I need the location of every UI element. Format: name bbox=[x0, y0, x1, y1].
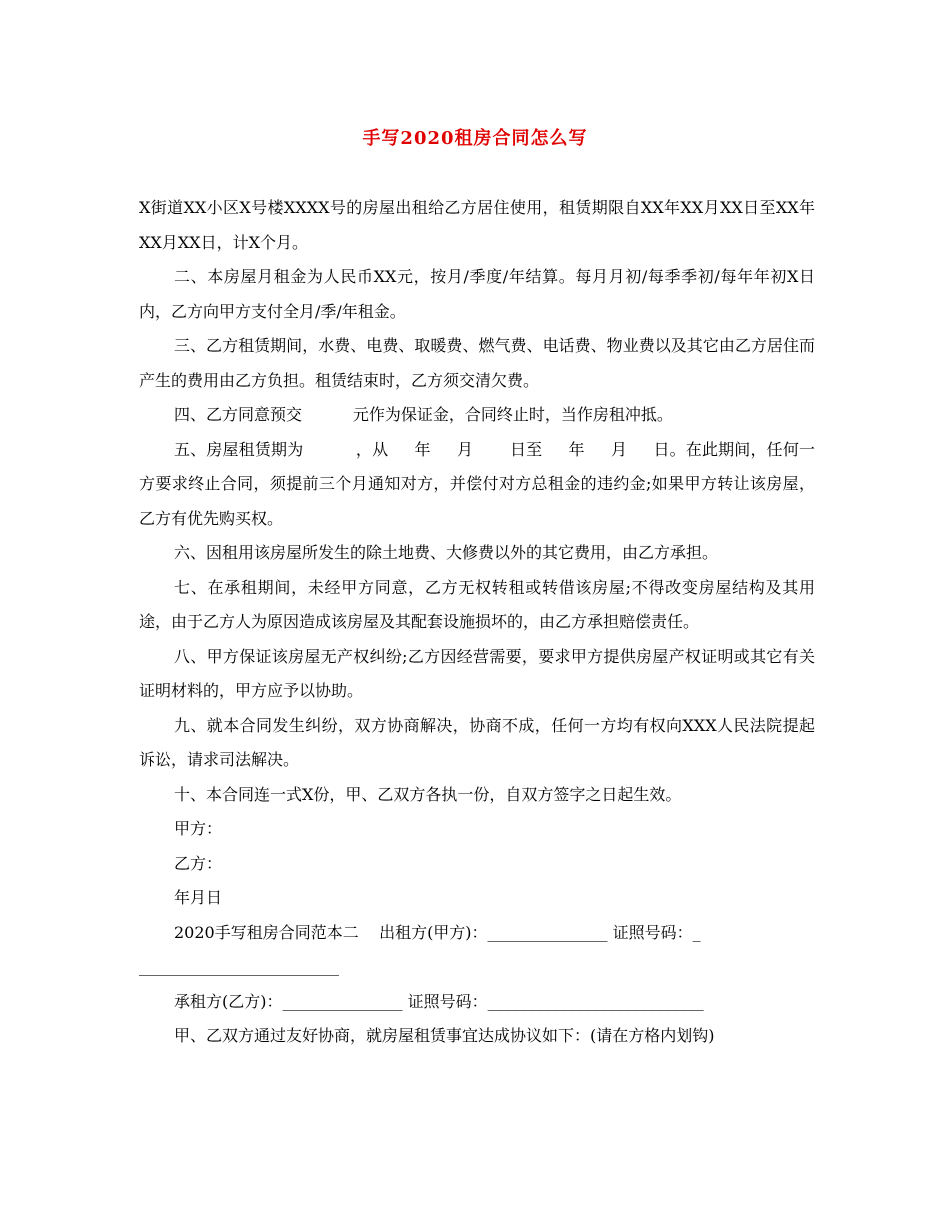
contract-paragraph-fees: 三、乙方租赁期间，水费、电费、取暖费、燃气费、电话费、物业费以及其它由乙方居住而产生的费用由乙方负担。租赁结束时，乙方须交清欠费。 bbox=[139, 336, 815, 390]
contract-paragraph-other-costs: 六、因租用该房屋所发生的除土地费、大修费以外的其它费用，由乙方承担。 bbox=[174, 543, 719, 562]
contract-paragraph-lease-term: X街道XX小区X号楼XXXX号的房屋出租给乙方居住使用，租赁期限自XX年XX月XX日至XX年XX月XX日，计X个月。 bbox=[139, 198, 815, 252]
contract-paragraph-copies: 十、本合同连一式X份，甲、乙双方各执一份，自双方签字之日起生效。 bbox=[174, 784, 682, 804]
signature-date-label: 年月日 bbox=[174, 888, 223, 907]
contract-paragraph-rent: 二、本房屋月租金为人民币XX元，按月/季度/年结算。每月月初/每季季初/每年年初X日内，乙方向甲方支付全月/季/年租金。 bbox=[139, 267, 815, 321]
lessee-line: 承租方(乙方)：_______________ 证照号码：___________________________ bbox=[174, 991, 704, 1011]
contract-paragraph-title-guarantee: 八、甲方保证该房屋无产权纠纷;乙方因经营需要，要求甲方提供房屋产权证明或其它有关证明材料的，甲方应予以协助。 bbox=[139, 646, 815, 700]
document-title: 手写2020租房合同怎么写 bbox=[362, 128, 588, 149]
party-a-signature-label: 甲方： bbox=[174, 819, 223, 838]
party-b-signature-label: 乙方： bbox=[174, 853, 223, 873]
contract-paragraph-disputes: 九、就本合同发生纠纷，双方协商解决，协商不成，任何一方均有权向XXX人民法院提起诉讼，请求司法解决。 bbox=[139, 715, 815, 769]
contract-paragraph-sublet: 七、在承租期间，未经甲方同意，乙方无权转租或转借该房屋;不得改变房屋结构及其用途，由于乙方人为原因造成该房屋及其配套设施损坏的，由乙方承担赔偿责任。 bbox=[139, 577, 815, 631]
contract-paragraph-term-termination: 五、房屋租赁期为 ，从 年 月 日至 年 月 日。在此期间，任何一方要求终止合同，须提前三个月通知对方，并偿付对方总租金的违约金;如果甲方转让该房屋，乙方有优先购买权。 bbox=[139, 439, 815, 528]
id-number-blank-continuation: _________________________ bbox=[139, 957, 339, 976]
contract-body bbox=[139, 191, 815, 1054]
agreement-intro-line: 甲、乙双方通过友好协商，就房屋租赁事宜达成协议如下：(请在方格内划钩) bbox=[174, 1026, 715, 1045]
contract-paragraph-deposit: 四、乙方同意预交 元作为保证金，合同终止时，当作房租冲抵。 bbox=[174, 405, 673, 424]
sample-two-heading-line: 2020手写租房合同范本二 出租方(甲方)：_______________ 证照号码：_ bbox=[174, 922, 701, 942]
